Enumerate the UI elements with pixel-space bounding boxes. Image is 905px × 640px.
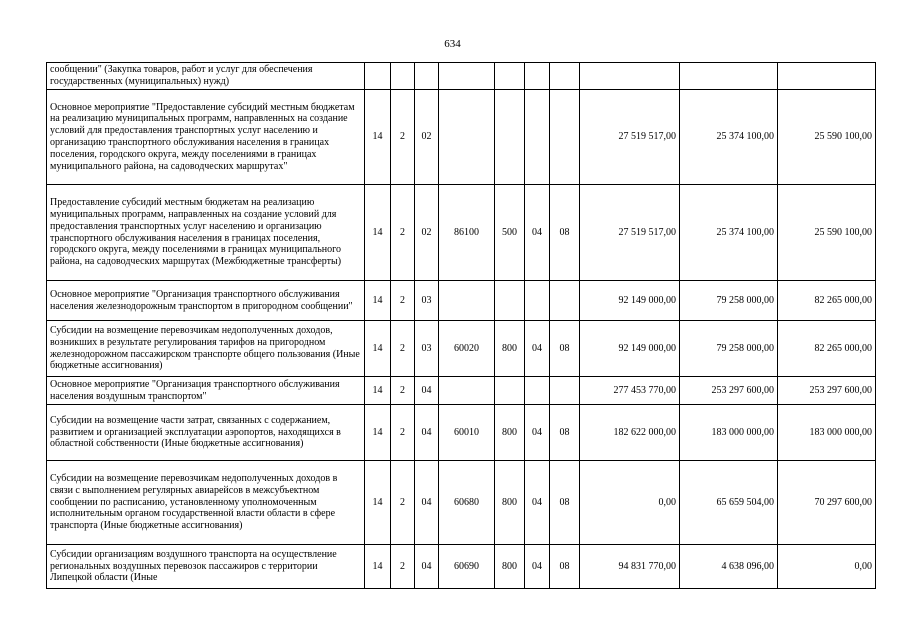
amount-year2-cell: 25 374 100,00 <box>680 185 778 281</box>
section-cell: 04 <box>525 185 550 281</box>
amount-year3-cell: 183 000 000,00 <box>778 405 876 461</box>
subsection-cell: 08 <box>550 321 580 377</box>
subsection-cell: 08 <box>550 185 580 281</box>
expense-type-cell: 800 <box>495 461 525 545</box>
section-cell <box>525 90 550 185</box>
direction-code-cell: 86100 <box>439 185 495 281</box>
expense-type-cell: 800 <box>495 321 525 377</box>
direction-code-cell: 60680 <box>439 461 495 545</box>
subprogram-code-cell: 2 <box>391 545 415 589</box>
amount-year2-cell: 79 258 000,00 <box>680 281 778 321</box>
program-code-cell: 14 <box>365 185 391 281</box>
table-row <box>47 281 876 321</box>
amount-year1-cell: 92 149 000,00 <box>580 321 680 377</box>
amount-year3-cell: 0,00 <box>778 545 876 589</box>
amount-year3-cell: 70 297 600,00 <box>778 461 876 545</box>
row-name-cell: Субсидии на возмещение перевозчикам недополученных доходов, возникших в результате регулирования тарифов на пригородном железнодорожном пассажирском транспорте общего пользования (Иные бюджетные ассигнования) <box>47 321 365 377</box>
section-cell <box>525 377 550 405</box>
event-code-cell: 04 <box>415 405 439 461</box>
amount-year3-cell: 253 297 600,00 <box>778 377 876 405</box>
direction-code-cell <box>439 377 495 405</box>
amount-year1-cell <box>580 63 680 90</box>
amount-year1-cell: 277 453 770,00 <box>580 377 680 405</box>
direction-code-cell <box>439 63 495 90</box>
amount-year2-cell: 79 258 000,00 <box>680 321 778 377</box>
section-cell: 04 <box>525 545 550 589</box>
amount-year2-cell: 4 638 096,00 <box>680 545 778 589</box>
section-cell: 04 <box>525 405 550 461</box>
page-number: 634 <box>444 38 461 50</box>
subsection-cell <box>550 63 580 90</box>
expense-type-cell <box>495 90 525 185</box>
row-name-cell: Предоставление субсидий местным бюджетам на реализацию муниципальных программ, направленных на создание условий для предоставления транспортных услуг населению и организацию транспортного обслуживания населения в границах поселения, городского округа, между поселениями в границах муниципального района, на садоводческих маршрутах (Межбюджетные трансферты) <box>47 185 365 281</box>
amount-year3-cell: 25 590 100,00 <box>778 185 876 281</box>
event-code-cell: 02 <box>415 90 439 185</box>
subsection-cell: 08 <box>550 405 580 461</box>
program-code-cell: 14 <box>365 545 391 589</box>
table-row <box>47 377 876 405</box>
amount-year2-cell: 183 000 000,00 <box>680 405 778 461</box>
subprogram-code-cell: 2 <box>391 281 415 321</box>
subsection-cell <box>550 90 580 185</box>
program-code-cell: 14 <box>365 377 391 405</box>
amount-year1-cell: 27 519 517,00 <box>580 185 680 281</box>
expense-type-cell: 800 <box>495 405 525 461</box>
event-code-cell <box>415 63 439 90</box>
table-body <box>47 63 876 589</box>
subprogram-code-cell: 2 <box>391 90 415 185</box>
table-row <box>47 405 876 461</box>
amount-year3-cell: 82 265 000,00 <box>778 321 876 377</box>
row-name-cell: Основное мероприятие "Организация транспортного обслуживания населения воздушным транспортом" <box>47 377 365 405</box>
amount-year1-cell: 0,00 <box>580 461 680 545</box>
program-code-cell: 14 <box>365 321 391 377</box>
amount-year2-cell: 25 374 100,00 <box>680 90 778 185</box>
table-row <box>47 321 876 377</box>
table-row <box>47 63 876 90</box>
program-code-cell: 14 <box>365 90 391 185</box>
event-code-cell: 04 <box>415 545 439 589</box>
subsection-cell: 08 <box>550 461 580 545</box>
program-code-cell <box>365 63 391 90</box>
subprogram-code-cell: 2 <box>391 321 415 377</box>
amount-year1-cell: 27 519 517,00 <box>580 90 680 185</box>
amount-year2-cell: 253 297 600,00 <box>680 377 778 405</box>
section-cell: 04 <box>525 321 550 377</box>
subprogram-code-cell: 2 <box>391 405 415 461</box>
table-row <box>47 90 876 185</box>
row-name-cell: Субсидии организациям воздушного транспорта на осуществление региональных воздушных перевозок пассажиров с территории Липецкой области (Иные <box>47 545 365 589</box>
subsection-cell <box>550 281 580 321</box>
subprogram-code-cell <box>391 63 415 90</box>
event-code-cell: 03 <box>415 321 439 377</box>
budget-table <box>46 62 876 589</box>
row-name-cell: Основное мероприятие "Организация транспортного обслуживания населения железнодорожным транспортом в пригородном сообщении" <box>47 281 365 321</box>
expense-type-cell <box>495 281 525 321</box>
amount-year3-cell: 82 265 000,00 <box>778 281 876 321</box>
amount-year1-cell: 94 831 770,00 <box>580 545 680 589</box>
row-name-cell: Субсидии на возмещение перевозчикам недополученных доходов в связи с выполнением регулярных авиарейсов в межсубъектном сообщении по расписанию, установленному уполномоченным исполнительным органом государственной власти области в сфере транспорта (Иные бюджетные ассигнования) <box>47 461 365 545</box>
event-code-cell: 02 <box>415 185 439 281</box>
subsection-cell <box>550 377 580 405</box>
amount-year3-cell <box>778 63 876 90</box>
direction-code-cell: 60020 <box>439 321 495 377</box>
event-code-cell: 03 <box>415 281 439 321</box>
amount-year1-cell: 182 622 000,00 <box>580 405 680 461</box>
section-cell: 04 <box>525 461 550 545</box>
expense-type-cell: 500 <box>495 185 525 281</box>
direction-code-cell <box>439 90 495 185</box>
row-name-cell: Основное мероприятие "Предоставление субсидий местным бюджетам на реализацию муниципальных программ, направленных на создание условий для предоставления транспортных услуг населению и организацию транспортного обслуживания населения в границах поселения, городского округа, между поселениями в границах муниципального района, на садоводческих маршрутах" <box>47 90 365 185</box>
expense-type-cell: 800 <box>495 545 525 589</box>
subprogram-code-cell: 2 <box>391 185 415 281</box>
table-row <box>47 461 876 545</box>
amount-year3-cell: 25 590 100,00 <box>778 90 876 185</box>
program-code-cell: 14 <box>365 405 391 461</box>
program-code-cell: 14 <box>365 461 391 545</box>
section-cell <box>525 281 550 321</box>
direction-code-cell <box>439 281 495 321</box>
event-code-cell: 04 <box>415 461 439 545</box>
subprogram-code-cell: 2 <box>391 377 415 405</box>
expense-type-cell <box>495 63 525 90</box>
table-row <box>47 185 876 281</box>
row-name-cell: Субсидии на возмещение части затрат, связанных с содержанием, развитием и организацией эксплуатации аэропортов, находящихся в областной собственности (Иные бюджетные ассигнования) <box>47 405 365 461</box>
program-code-cell: 14 <box>365 281 391 321</box>
amount-year1-cell: 92 149 000,00 <box>580 281 680 321</box>
expense-type-cell <box>495 377 525 405</box>
section-cell <box>525 63 550 90</box>
subsection-cell: 08 <box>550 545 580 589</box>
subprogram-code-cell: 2 <box>391 461 415 545</box>
amount-year2-cell <box>680 63 778 90</box>
amount-year2-cell: 65 659 504,00 <box>680 461 778 545</box>
event-code-cell: 04 <box>415 377 439 405</box>
table-row <box>47 545 876 589</box>
direction-code-cell: 60010 <box>439 405 495 461</box>
direction-code-cell: 60690 <box>439 545 495 589</box>
row-name-cell: сообщении" (Закупка товаров, работ и услуг для обеспечения государственных (муниципальных) нужд) <box>47 63 365 90</box>
